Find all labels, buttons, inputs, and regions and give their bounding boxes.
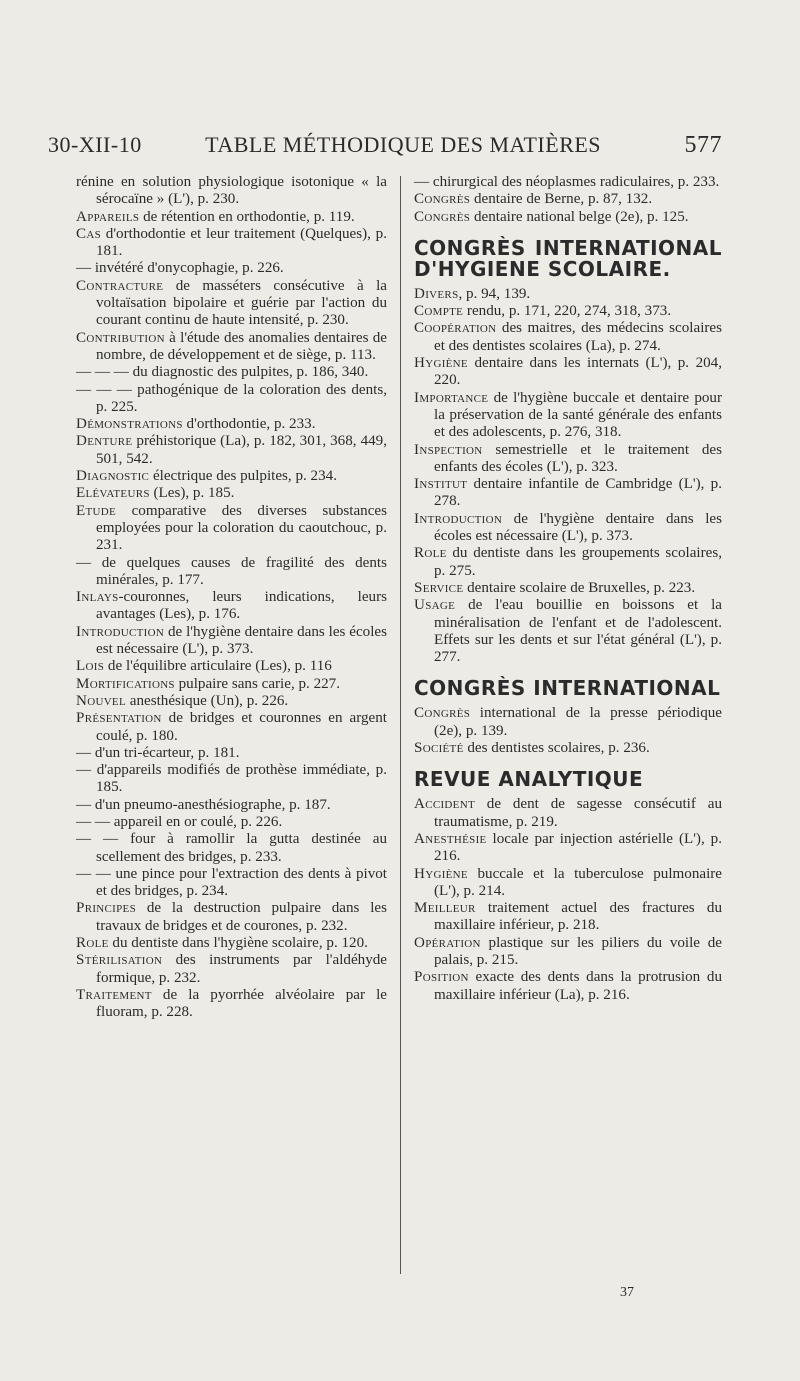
entry-keyword: Appareils bbox=[76, 208, 140, 225]
index-entry bbox=[76, 676, 387, 693]
entry-keyword: Stérilisation bbox=[76, 952, 163, 969]
index-entry bbox=[76, 710, 387, 745]
entry-text: de bridges et couronnes en argent coulé, p. 180. bbox=[96, 710, 387, 744]
entry-text: électrique des pulpites, p. 234. bbox=[149, 468, 337, 485]
entry-keyword: Diagnostic bbox=[76, 468, 150, 485]
entry-keyword: Etude bbox=[76, 502, 117, 519]
index-entry bbox=[414, 320, 722, 355]
index-entry bbox=[76, 797, 387, 814]
entry-text: de l'hygiène dentaire dans les écoles est nécessaire (L'), p. 373. bbox=[96, 623, 387, 658]
index-entry bbox=[76, 174, 387, 209]
index-entry bbox=[76, 485, 387, 502]
page-number: 577 bbox=[684, 132, 722, 158]
entry-text: de l'hygiène buccale et dentaire pour la préservation de la santé générale des enfants et des adolescents, p. 276, 318. bbox=[434, 389, 722, 441]
entry-text: du dentiste dans les groupements scolaires, p. 275. bbox=[434, 545, 722, 579]
entry-keyword: Anesthésie bbox=[414, 830, 487, 847]
section-entries-revue-analytique bbox=[414, 796, 722, 1004]
index-entry bbox=[76, 555, 387, 590]
entry-keyword: Hygiène bbox=[414, 355, 468, 372]
index-entry bbox=[76, 503, 387, 555]
entry-text: de l'eau bouillie en boissons et la minéralisation de l'enfant et de l'adolescent. Effets sur les dents et sur l'état général (L'), p. 277. bbox=[434, 597, 722, 666]
index-entry bbox=[414, 174, 722, 191]
index-entry bbox=[414, 597, 722, 666]
index-entry bbox=[414, 476, 722, 511]
entry-keyword: Lois bbox=[76, 658, 105, 675]
index-entry bbox=[414, 355, 722, 390]
entry-text: buccale et la tuberculose pulmonaire (L'), p. 214. bbox=[434, 865, 722, 899]
index-entry bbox=[76, 330, 387, 365]
entry-text: comparative des diverses substances employées pour la coloration du caoutchouc, p. 231. bbox=[96, 502, 387, 554]
entry-text: d'orthodontie, p. 233. bbox=[182, 416, 316, 433]
entry-text: — chirurgical des néoplasmes radiculaires, p. 233. bbox=[414, 174, 720, 190]
entry-keyword: Cas bbox=[76, 225, 102, 242]
entry-text: dentaire scolaire de Bruxelles, p. 223. bbox=[463, 579, 696, 596]
entry-keyword: Role bbox=[414, 545, 447, 562]
entry-text: (Les), p. 185. bbox=[149, 485, 235, 502]
left-column bbox=[76, 174, 387, 1022]
entry-keyword: Congrès bbox=[414, 191, 471, 208]
entry-keyword: Institut bbox=[414, 476, 468, 493]
entry-text: rénine en solution physiologique isotonique « la sérocaïne » (L'), p. 230. bbox=[76, 174, 387, 208]
section-entries-congres-international bbox=[414, 705, 722, 757]
running-header bbox=[48, 132, 722, 166]
entry-text: traitement actuel des fractures du maxillaire inférieur, p. 218. bbox=[434, 900, 722, 934]
entry-text: du dentiste dans l'hygiène scolaire, p. 120. bbox=[108, 935, 368, 952]
entry-text: de l'équilibre articulaire (Les), p. 116 bbox=[104, 658, 332, 675]
entry-text: — — une pince pour l'extraction des dents à pivot et des bridges, p. 234. bbox=[76, 865, 387, 900]
signature-mark: 37 bbox=[620, 1285, 634, 1300]
entry-text: international de la presse périodique (2e), p. 139. bbox=[434, 705, 722, 739]
index-entry bbox=[76, 900, 387, 935]
section-title-congres-international: CONGRÈS INTERNATIONAL bbox=[414, 676, 721, 701]
entry-keyword: Contribution bbox=[76, 329, 165, 346]
entry-text: de l'hygiène dentaire dans les écoles est nécessaire (L'), p. 373. bbox=[434, 510, 722, 545]
index-entry bbox=[76, 866, 387, 901]
entry-keyword: Opération bbox=[414, 934, 481, 951]
entry-keyword: Inspection bbox=[414, 441, 483, 458]
index-entry bbox=[76, 745, 387, 762]
entry-keyword: Présentation bbox=[76, 710, 162, 727]
entry-text: d'orthodontie et leur traitement (Quelques), p. 181. bbox=[96, 225, 387, 260]
entry-keyword: Importance bbox=[414, 389, 489, 406]
entry-text: anesthésique (Un), p. 226. bbox=[125, 692, 289, 709]
index-entry bbox=[414, 303, 722, 320]
entry-text: dentaire dans les internats (L'), p. 204, 220. bbox=[434, 355, 722, 389]
entry-text: dentaire de Berne, p. 87, 132. bbox=[470, 191, 653, 208]
section-title-congres-hygiene: CONGRÈS INTERNATIONAL D'HYGIENE SCOLAIRE. bbox=[414, 235, 722, 281]
index-entry bbox=[414, 390, 722, 442]
entry-text: de la destruction pulpaire dans les travaux de bridges et de courones, p. 232. bbox=[96, 900, 387, 934]
index-entry bbox=[76, 814, 387, 831]
entry-text: exacte des dents dans la protrusion du maxillaire inférieur (La), p. 216. bbox=[434, 969, 722, 1003]
entry-keyword: Coopération bbox=[414, 320, 497, 337]
index-entry bbox=[414, 866, 722, 901]
index-entry bbox=[76, 433, 387, 468]
entry-keyword: Position bbox=[414, 969, 469, 986]
index-entry bbox=[76, 209, 387, 226]
entry-text: des instruments par l'aldéhyde formique, p. 232. bbox=[96, 952, 387, 986]
entry-keyword: Compte bbox=[414, 303, 464, 320]
entry-keyword: Usage bbox=[414, 597, 456, 614]
index-entry bbox=[414, 545, 722, 580]
section-title-revue-analytique: REVUE ANALYTIQUE bbox=[414, 767, 644, 792]
entry-keyword: Congrès bbox=[414, 705, 471, 722]
entry-keyword: Denture bbox=[76, 433, 133, 450]
entry-text: pulpaire sans carie, p. 227. bbox=[174, 675, 340, 692]
index-entry bbox=[76, 935, 387, 952]
entry-keyword: Traitement bbox=[76, 986, 152, 1003]
entry-text: — invétéré d'onycophagie, p. 226. bbox=[76, 260, 284, 277]
index-entry bbox=[414, 935, 722, 970]
index-entry bbox=[76, 468, 387, 485]
index-entry bbox=[76, 226, 387, 261]
entry-text: — d'appareils modifiés de prothèse immédiate, p. 185. bbox=[76, 762, 387, 796]
entry-text: — d'un tri-écarteur, p. 181. bbox=[76, 744, 240, 761]
entry-keyword: Nouvel bbox=[76, 692, 126, 709]
entry-keyword: Contracture bbox=[76, 277, 164, 294]
index-entry bbox=[414, 191, 722, 208]
index-entry bbox=[76, 762, 387, 797]
entry-keyword: Démonstrations bbox=[76, 416, 183, 433]
entry-text: — — — pathogénique de la coloration des dents, p. 225. bbox=[76, 381, 387, 415]
index-entry bbox=[414, 900, 722, 935]
entry-text: , p. 94, 139. bbox=[458, 285, 531, 302]
entry-text: — — — du diagnostic des pulpites, p. 186, 340. bbox=[76, 364, 369, 381]
index-entry bbox=[76, 260, 387, 277]
entry-text: rendu, p. 171, 220, 274, 318, 373. bbox=[463, 303, 672, 320]
index-entry bbox=[76, 658, 387, 675]
entry-text: des dentistes scolaires, p. 236. bbox=[463, 740, 650, 757]
index-entry bbox=[76, 624, 387, 659]
entry-keyword: Congrès bbox=[414, 208, 471, 225]
entry-keyword: Introduction bbox=[414, 510, 503, 527]
entry-text: locale par injection astérielle (L'), p. 216. bbox=[434, 830, 722, 865]
entry-text: dentaire national belge (2e), p. 125. bbox=[470, 208, 689, 225]
index-entry bbox=[76, 589, 387, 624]
right-column bbox=[414, 174, 722, 1004]
right-intro-entries bbox=[414, 174, 722, 226]
index-entry bbox=[414, 580, 722, 597]
entry-text: -couronnes, leurs indications, leurs avantages (Les), p. 176. bbox=[96, 589, 387, 623]
entry-text: à l'étude des anomalies dentaires de nombre, de développement et de siège, p. 113. bbox=[96, 329, 387, 363]
entry-keyword: Accident bbox=[414, 796, 475, 813]
entry-text: de rétention en orthodontie, p. 119. bbox=[139, 208, 355, 225]
entry-keyword: Société bbox=[414, 740, 464, 757]
entry-text: dentaire infantile de Cambridge (L'), p. 278. bbox=[434, 476, 722, 510]
index-entry bbox=[76, 382, 387, 417]
index-entry bbox=[414, 705, 722, 740]
entry-text: plastique sur les piliers du voile de palais, p. 215. bbox=[434, 934, 722, 968]
entry-keyword: Principes bbox=[76, 900, 136, 917]
entry-text: de masséters consécutive à la voltaïsation bipolaire et guérie par l'action du courant continu de haute intensité, p. 230. bbox=[96, 277, 387, 329]
index-entry bbox=[76, 416, 387, 433]
entry-text: de la pyorrhée alvéolaire par le fluoram, p. 228. bbox=[96, 986, 387, 1021]
index-entry bbox=[76, 952, 387, 987]
index-entry bbox=[414, 796, 722, 831]
index-entry bbox=[414, 442, 722, 477]
entry-keyword: Elévateurs bbox=[76, 485, 150, 502]
entry-keyword: Meilleur bbox=[414, 900, 476, 917]
entry-keyword: Divers bbox=[414, 285, 459, 302]
entry-keyword: Introduction bbox=[76, 623, 165, 640]
index-entry bbox=[76, 831, 387, 866]
entry-text: — d'un pneumo-anesthésiographe, p. 187. bbox=[76, 796, 331, 813]
header-title: TABLE MÉTHODIQUE DES MATIÈRES bbox=[205, 132, 602, 157]
entry-keyword: Hygiène bbox=[414, 865, 468, 882]
index-entry bbox=[414, 209, 722, 226]
section-entries-congres-hygiene bbox=[414, 286, 722, 667]
entry-text: des maitres, des médecins scolaires et des dentistes scolaires (La), p. 274. bbox=[434, 320, 722, 354]
index-entry bbox=[414, 831, 722, 866]
entry-text: — — four à ramollir la gutta destinée au scellement des bridges, p. 233. bbox=[76, 831, 387, 865]
entry-text: préhistorique (La), p. 182, 301, 368, 449, 501, 542. bbox=[96, 433, 387, 467]
index-entry bbox=[414, 740, 722, 757]
index-entry bbox=[414, 969, 722, 1004]
entry-keyword: Mortifications bbox=[76, 675, 175, 692]
entry-text: — de quelques causes de fragilité des dents minérales, p. 177. bbox=[76, 554, 387, 588]
index-entry bbox=[76, 693, 387, 710]
entry-keyword: Service bbox=[414, 579, 464, 596]
header-date: 30-XII-10 bbox=[48, 132, 142, 157]
index-entry bbox=[76, 278, 387, 330]
entry-keyword: Inlays bbox=[76, 589, 119, 606]
index-entry bbox=[414, 511, 722, 546]
entry-text: de dent de sagesse consécutif au traumatisme, p. 219. bbox=[434, 796, 722, 830]
index-entry bbox=[76, 364, 387, 381]
entry-text: — — appareil en or coulé, p. 226. bbox=[76, 813, 283, 830]
index-entry bbox=[414, 286, 722, 303]
entry-text: semestrielle et le traitement des enfants des écoles (L'), p. 323. bbox=[434, 441, 722, 475]
column-divider bbox=[400, 176, 401, 1274]
entry-keyword: Role bbox=[76, 935, 109, 952]
index-entry bbox=[76, 987, 387, 1022]
